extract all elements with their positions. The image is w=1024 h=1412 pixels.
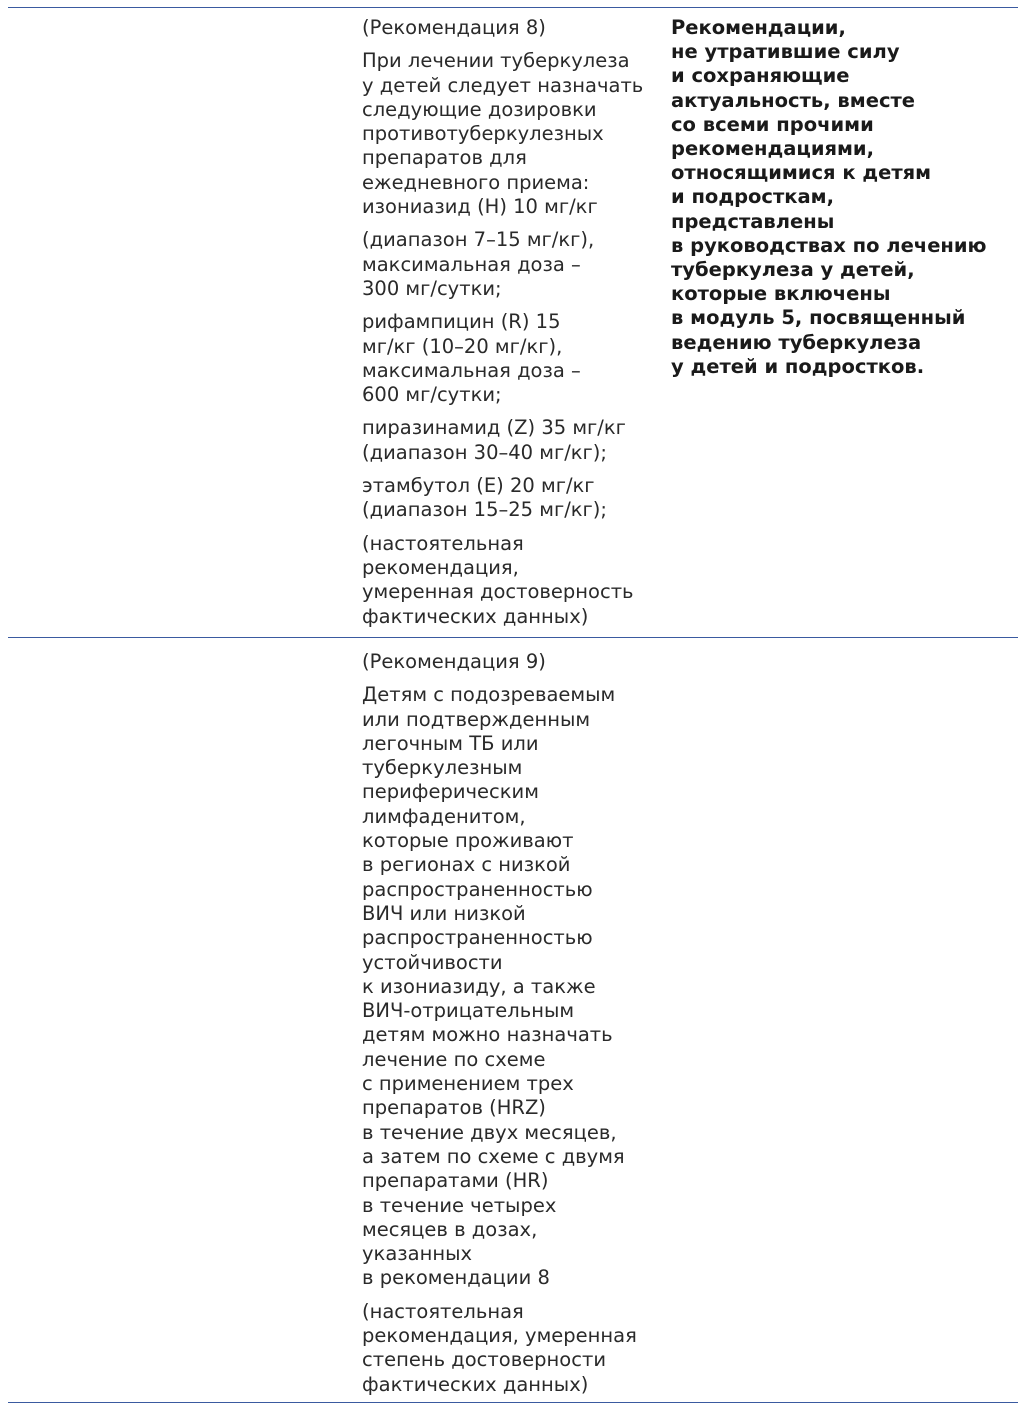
recommendation-8-note-cell xyxy=(671,16,1016,379)
recommendation-9-strength: (настоятельная рекомендация, умеренная степень достоверности фактических данных) xyxy=(362,1299,637,1396)
recommendation-8-intro: При лечении туберкулеза у детей следует назначать следующие дозировки противотуберкулезных препаратов для ежедневного приема: изониазид (H) 10 мг/кг xyxy=(362,49,644,219)
recommendation-8-number: (Рекомендация 8) xyxy=(362,16,546,39)
recommendation-note: Рекомендации, не утратившие силу и сохраняющие актуальность, вместе со всеми прочими рекомендациями, относящимися к детям и подросткам, представлены в руководствах по лечению туберкулеза у детей, которые включены в модуль 5, посвященный ведению туберкулеза у детей и подростков. xyxy=(671,16,987,378)
recommendation-8-rifampicin: рифампицин (R) 15 мг/кг (10–20 мг/кг), максимальная доза – 600 мг/сутки; xyxy=(362,310,581,407)
recommendation-9-number: (Рекомендация 9) xyxy=(362,650,546,673)
recommendation-8-ethambutol: этамбутол (E) 20 мг/кг (диапазон 15–25 мг/кг); xyxy=(362,474,607,522)
row-divider-line xyxy=(8,637,1018,638)
recommendation-9-cell xyxy=(362,650,652,1397)
bottom-divider-line xyxy=(8,1402,1018,1403)
top-divider-line xyxy=(8,7,1018,8)
recommendation-8-strength: (настоятельная рекомендация, умеренная достоверность фактических данных) xyxy=(362,531,634,628)
recommendation-8-pyrazinamide: пиразинамид (Z) 35 мг/кг (диапазон 30–40 мг/кг); xyxy=(362,416,626,464)
recommendation-8-isoniazid-range: (диапазон 7–15 мг/кг), максимальная доза – 300 мг/сутки; xyxy=(362,228,595,300)
recommendation-9-text: Детям с подозреваемым или подтвержденным легочным ТБ или туберкулезным периферическим лимфаденитом, которые проживают в регионах с низкой распространенностью ВИЧ или низкой распространенностью устойчивости к изониазиду, а также ВИЧ-отрицательным детям можно назначать лечение по схеме с применением трех препаратов (HRZ) в течение двух месяцев, а затем по схеме с двумя препаратами (HR) в течение четырех месяцев в дозах, указанных в рекомендации 8 xyxy=(362,683,625,1290)
recommendation-8-cell xyxy=(362,16,652,629)
